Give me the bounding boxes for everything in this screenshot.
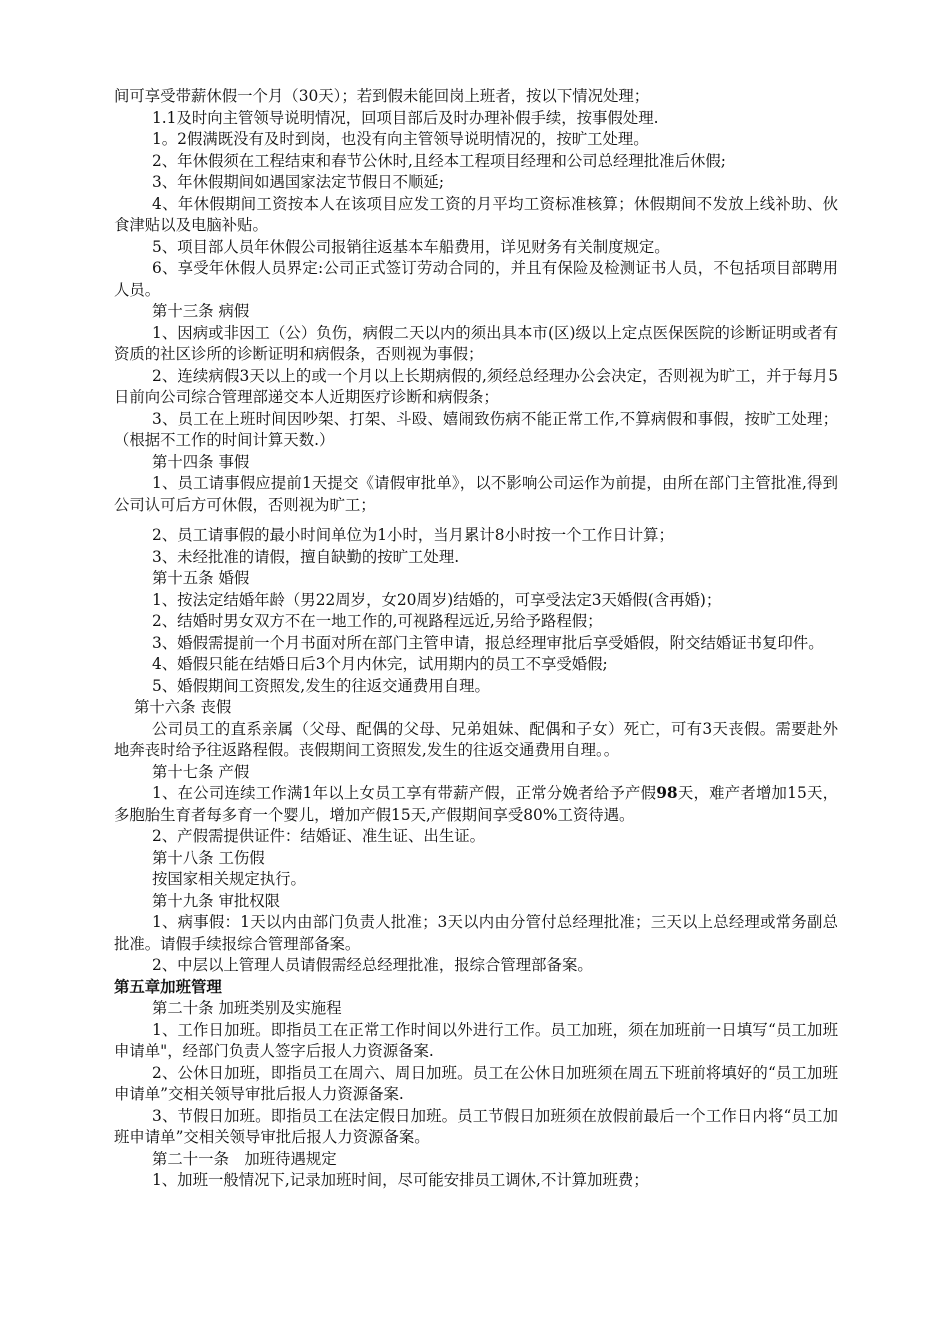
section-heading: 第二十一条 加班待遇规定 — [152, 1149, 337, 1168]
paragraph: 5、婚假期间工资照发,发生的往返交通费用自理。 — [152, 676, 490, 695]
section-heading: 第十九条 审批权限 — [152, 891, 281, 910]
paragraph: 间可享受带薪休假一个月（30天）；若到假未能回岗上班者，按以下情况处理； — [114, 87, 650, 105]
paragraph: 1.1及时向主管领导说明情况，回项目部后及时办理补假手续，按事假处理. — [152, 108, 659, 127]
paragraph: 4、婚假只能在结婚日后3个月内休完，试用期内的员工不享受婚假; — [152, 655, 608, 673]
chapter-title: 第五章加班管理 — [114, 977, 222, 996]
section-heading: 第十三条 病假 — [152, 302, 250, 320]
paragraph: 1、病事假：1天以内由部门负责人批准；3天以内由分管付总经理批准；三天以上总经理或常务副总批准。请假手续报综合管理部备案。 — [114, 913, 838, 953]
paragraph: 3、节假日加班。即指员工在法定假日加班。员工节假日加班须在放假前最后一个工作日内将“员工加班申请单”交相关领导审批后报人力资源备案。 — [114, 1106, 838, 1146]
paragraph: 2、员工请事假的最小时间单位为1小时，当月累计8小时按一个工作日计算； — [152, 526, 674, 544]
paragraph: 1、因病或非因工（公）负伤，病假二天以内的须出具本市(区)级以上定点医保医院的诊断证明或者有资质的社区诊所的诊断证明和病假条，否则视为事假； — [114, 323, 838, 363]
paragraph: 2、公休日加班，即指员工在周六、周日加班。员工在公休日加班须在周五下班前将填好的“员工加班申请单”交相关领导审批后报人力资源备案. — [114, 1063, 838, 1103]
section-heading: 第十五条 婚假 — [152, 569, 250, 587]
paragraph: 3、年休假期间如遇国家法定节假日不顺延; — [152, 173, 445, 191]
paragraph: 公司员工的直系亲属（父母、配偶的父母、兄弟姐妹、配偶和子女）死亡，可有3天丧假。需要赴外地奔丧时给予往返路程假。丧假期间工资照发,发生的往返交通费用自理。。 — [114, 719, 838, 759]
section-heading: 第十六条 丧假 — [134, 698, 232, 716]
paragraph: 6、享受年休假人员界定:公司正式签订劳动合同的，并且有保险及检测证书人员，不包括项目部聘用人员。 — [114, 259, 838, 299]
paragraph: 按国家相关规定执行。 — [152, 870, 306, 888]
paragraph: 3、员工在上班时间因吵架、打架、斗殴、嬉闹致伤病不能正常工作,不算病假和事假，按旷工处理；（根据不工作的时间计算天数.） — [114, 409, 838, 449]
paragraph: 1。2假满既没有及时到岗，也没有向主管领导说明情况的，按旷工处理。 — [152, 130, 649, 148]
section-heading: 第十八条 工伤假 — [152, 848, 265, 867]
section-heading: 第二十条 加班类别及实施程 — [152, 999, 342, 1017]
maternity-days: 98 — [656, 784, 678, 802]
paragraph-text: 1、在公司连续工作满1年以上女员工享有带薪产假，正常分娩者给予产假 — [152, 784, 657, 802]
paragraph: 3、婚假需提前一个月书面对所在部门主管申请，报总经理审批后享受婚假，附交结婚证书复印件。 — [152, 633, 824, 652]
paragraph: 2、年休假须在工程结束和春节公休时,且经本工程项目经理和公司总经理批准后休假; — [152, 151, 726, 170]
paragraph: 2、产假需提供证件：结婚证、准生证、出生证。 — [152, 827, 485, 845]
paragraph: 5、项目部人员年休假公司报销往返基本车船费用，详见财务有关制度规定。 — [152, 237, 670, 256]
paragraph — [114, 783, 838, 826]
document-page — [114, 86, 838, 1192]
paragraph: 2、中层以上管理人员请假需经总经理批准，报综合管理部备案。 — [152, 956, 593, 974]
paragraph: 2、结婚时男女双方不在一地工作的,可视路程远近,另给予路程假； — [152, 612, 603, 630]
paragraph-text: 天，难产者增加15天，多胞胎生育者每多育一个婴儿，增加产假15天,产假期间享受80%工资待遇。 — [114, 784, 838, 824]
section-heading: 第十四条 事假 — [152, 452, 250, 471]
paragraph: 1、员工请事假应提前1天提交《请假审批单》，以不影响公司运作为前提，由所在部门主管批准,得到公司认可后方可休假，否则视为旷工； — [114, 474, 838, 514]
paragraph: 1、加班一般情况下,记录加班时间，尽可能安排员工调休,不计算加班费； — [152, 1171, 649, 1189]
paragraph: 1、工作日加班。即指员工在正常工作时间以外进行工作。员工加班，须在加班前一日填写“员工加班申请单"，经部门负责人签字后报人力资源备案. — [114, 1020, 838, 1060]
paragraph: 4、年休假期间工资按本人在该项目应发工资的月平均工资标准核算；休假期间不发放上线补助、伙食津贴以及电脑补贴。 — [114, 194, 838, 234]
paragraph: 3、未经批准的请假，擅自缺勤的按旷工处理. — [152, 547, 460, 566]
paragraph: 2、连续病假3天以上的或一个月以上长期病假的,须经总经理办公会决定，否则视为旷工，并于每月5日前向公司综合管理部递交本人近期医疗诊断和病假条； — [114, 366, 838, 406]
paragraph: 1、按法定结婚年龄（男22周岁，女20周岁)结婚的，可享受法定3天婚假(含再婚)； — [152, 590, 722, 609]
section-heading: 第十七条 产假 — [152, 762, 250, 781]
